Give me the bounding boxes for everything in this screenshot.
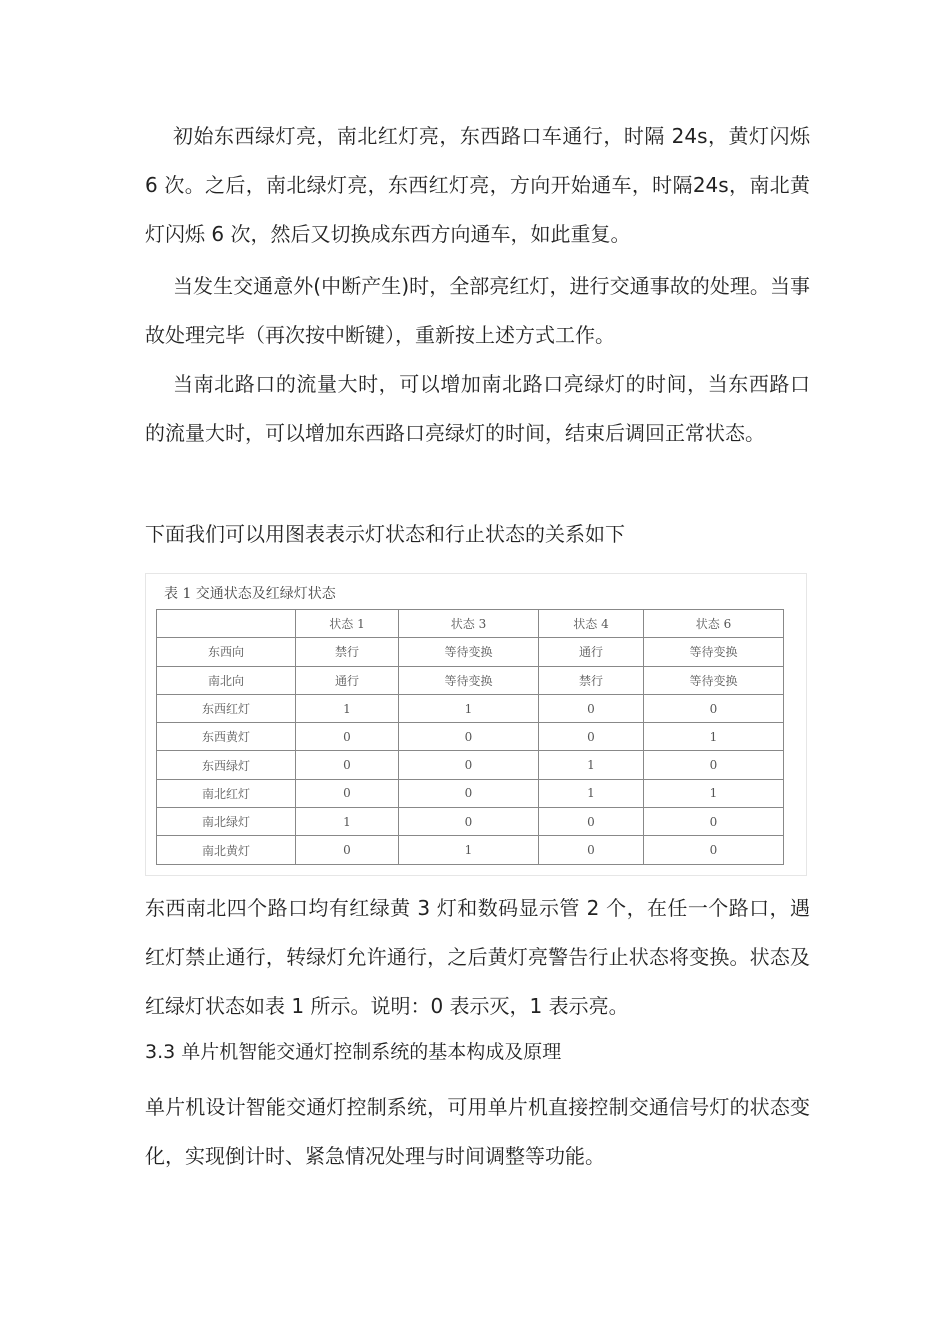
table-cell: 0 (539, 836, 644, 864)
table-cell: 0 (296, 779, 399, 807)
table-cell: 0 (539, 808, 644, 836)
paragraph-initial-state: 初始东西绿灯亮，南北红灯亮，东西路口车通行，时隔 24s，黄灯闪烁 6 次。之后，南北绿灯亮，东西红灯亮，方向开始通车，时隔24s，南北黄灯闪烁 6 次，然后又切换成东西方向通车，如此重复。 (145, 124, 810, 246)
row-label: 南北红灯 (157, 779, 296, 807)
table-cell: 1 (644, 723, 784, 751)
table-cell: 通行 (539, 638, 644, 666)
row-label: 东西黄灯 (157, 723, 296, 751)
paragraph-table-intro: 下面我们可以用图表表示灯状态和行止状态的关系如下 (145, 522, 625, 546)
table-cell: 0 (296, 751, 399, 779)
paragraph-flow: 当南北路口的流量大时，可以增加南北路口亮绿灯的时间，当东西路口的流量大时，可以增加东西路口亮绿灯的时间，结束后调回正常状态。 (145, 372, 810, 445)
table-cell: 等待变换 (399, 666, 539, 694)
table-cell: 0 (539, 694, 644, 722)
table-cell: 0 (644, 694, 784, 722)
table-caption: 表 1 交通状态及红绿灯状态 (164, 586, 336, 602)
table-header-cell: 状态 3 (399, 610, 539, 638)
table-figure (145, 573, 807, 876)
table-cell: 1 (539, 779, 644, 807)
table-cell: 1 (399, 694, 539, 722)
table-row (157, 836, 784, 864)
table-row (157, 666, 784, 694)
row-label: 南北向 (157, 666, 296, 694)
table-cell: 通行 (296, 666, 399, 694)
table-header-row (157, 610, 784, 638)
table-cell: 禁行 (296, 638, 399, 666)
table-header-cell (157, 610, 296, 638)
paragraph-mcu-design: 单片机设计智能交通灯控制系统，可用单片机直接控制交通信号灯的状态变化，实现倒计时、紧急情况处理与时间调整等功能。 (145, 1095, 810, 1168)
table-cell: 等待变换 (399, 638, 539, 666)
table-cell: 0 (296, 836, 399, 864)
table-cell: 1 (399, 836, 539, 864)
table-cell: 1 (539, 751, 644, 779)
table-cell: 0 (644, 836, 784, 864)
table-row (157, 751, 784, 779)
table-cell: 0 (644, 751, 784, 779)
table-row (157, 694, 784, 722)
table-cell: 0 (296, 723, 399, 751)
table-row (157, 723, 784, 751)
table-header-cell: 状态 4 (539, 610, 644, 638)
table-row (157, 779, 784, 807)
table-cell: 0 (644, 808, 784, 836)
row-label: 东西绿灯 (157, 751, 296, 779)
paragraph-accident: 当发生交通意外(中断产生)时，全部亮红灯，进行交通事故的处理。当事故处理完毕（再次按中断键），重新按上述方式工作。 (145, 274, 810, 347)
table-cell: 0 (399, 723, 539, 751)
table-cell: 0 (399, 779, 539, 807)
table-row (157, 638, 784, 666)
table-cell: 等待变换 (644, 666, 784, 694)
table-cell: 1 (296, 694, 399, 722)
table-cell: 0 (399, 751, 539, 779)
state-table (156, 609, 784, 865)
table-header-cell: 状态 1 (296, 610, 399, 638)
row-label: 东西红灯 (157, 694, 296, 722)
table-cell: 0 (539, 723, 644, 751)
row-label: 南北绿灯 (157, 808, 296, 836)
table-row (157, 808, 784, 836)
paragraph-intersection-lights: 东西南北四个路口均有红绿黄 3 灯和数码显示管 2 个，在任一个路口，遇红灯禁止通行，转绿灯允许通行，之后黄灯亮警告行止状态将变换。状态及红绿灯状态如表 1 所示。说明：0 表示灭，1 表示亮。 (145, 896, 810, 1018)
table-header-cell: 状态 6 (644, 610, 784, 638)
row-label: 东西向 (157, 638, 296, 666)
table-cell: 1 (296, 808, 399, 836)
table-cell: 禁行 (539, 666, 644, 694)
row-label: 南北黄灯 (157, 836, 296, 864)
table-cell: 等待变换 (644, 638, 784, 666)
table-cell: 1 (644, 779, 784, 807)
section-heading: 3.3 单片机智能交通灯控制系统的基本构成及原理 (145, 1041, 562, 1063)
table-cell: 0 (399, 808, 539, 836)
